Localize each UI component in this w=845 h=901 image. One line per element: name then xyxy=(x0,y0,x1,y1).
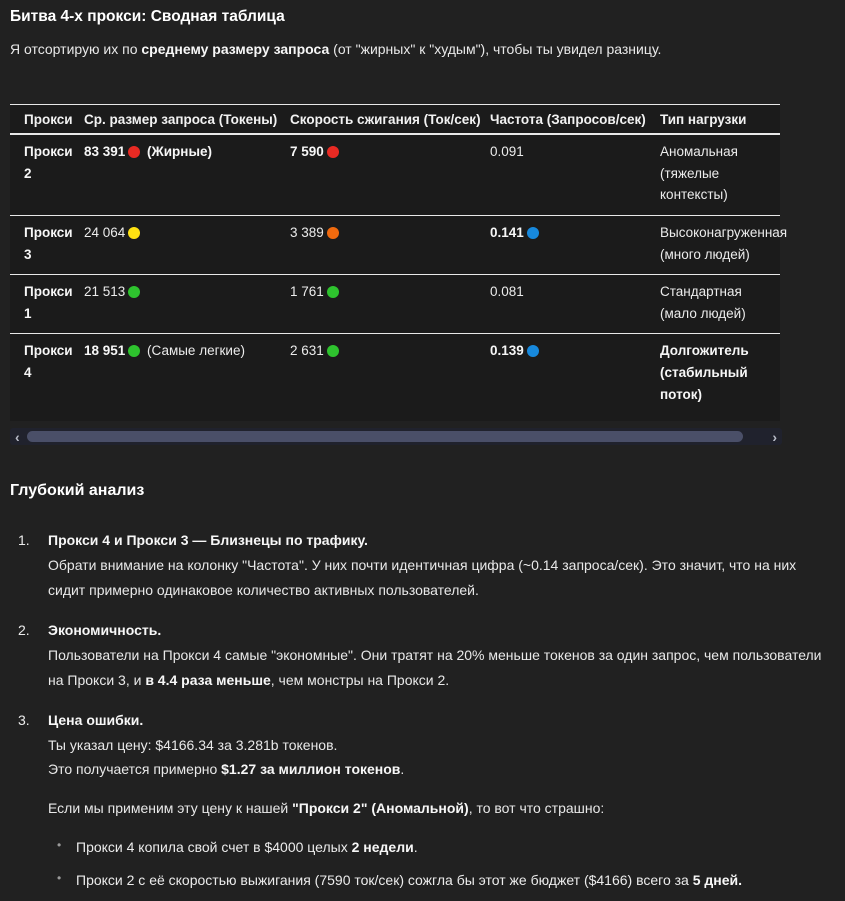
analysis-paragraph xyxy=(48,796,835,821)
text-segment: Ты указал цену: $4166.34 за 3.281b токенов. xyxy=(48,736,338,753)
text-segment: 1 761 xyxy=(290,284,324,300)
text-segment: Прокси 4 xyxy=(24,343,73,381)
text-segment: Высоконагруженная (много людей) xyxy=(660,225,788,262)
analysis-list xyxy=(10,528,835,901)
table-cell xyxy=(490,216,660,275)
text-segment: Аномальная (тяжелые контексты) xyxy=(660,144,738,203)
text-segment: Прокси 3 xyxy=(24,225,73,262)
table-body xyxy=(10,134,788,421)
text-segment: (от "жирных" к "худым"), чтобы ты увидел разницу. xyxy=(329,41,662,57)
text-segment: "Прокси 2" (Аномальной) xyxy=(292,800,469,817)
text-segment: 3 389 xyxy=(290,225,324,241)
analysis-paragraph xyxy=(48,643,835,693)
table-cell xyxy=(10,134,84,215)
analysis-item xyxy=(10,708,835,901)
text-segment: 18 951 xyxy=(84,343,126,359)
table-row xyxy=(10,334,780,421)
text-segment: Пользователи на Прокси 4 самые "экономные". Они тратят на 20% меньше токенов за один запрос, чем пользователи на Прокси 3, и xyxy=(48,646,822,688)
column-header: Ср. размер запроса (Токены) xyxy=(84,105,290,135)
text-segment: 2 631 xyxy=(290,343,324,359)
intro-text xyxy=(10,39,835,59)
table-cell xyxy=(84,275,290,334)
bullet-marker-icon: • xyxy=(57,871,62,886)
text-segment: . xyxy=(413,839,418,856)
page-title: Битва 4-х прокси: Сводная таблица xyxy=(10,8,285,25)
analysis-item xyxy=(10,528,835,603)
text-segment: в 4.4 раза меньше xyxy=(145,671,271,688)
analysis-item-body xyxy=(48,528,835,603)
table-row xyxy=(10,216,780,275)
bullet-text xyxy=(76,868,835,893)
bullet-item xyxy=(48,835,835,860)
table-cell xyxy=(84,134,290,215)
text-segment: Прокси 2 с её скоростью выжигания (7590 ток/сек) сожгла бы этот же бюджет ($4166) всего за xyxy=(76,872,693,889)
column-header: Частота (Запросов/сек) xyxy=(490,105,660,135)
column-header: Тип нагрузки xyxy=(660,105,780,135)
text-segment: 24 064 xyxy=(84,225,126,241)
red-circle-icon xyxy=(327,146,339,158)
text-segment: Это получается примерно xyxy=(48,761,222,778)
blue-circle-icon xyxy=(527,227,539,239)
blue-circle-icon xyxy=(527,345,539,357)
text-segment: (Жирные) xyxy=(143,144,212,160)
text-segment: , то вот что страшно: xyxy=(468,800,605,817)
proxy-table xyxy=(10,104,788,421)
yellow-circle-icon xyxy=(128,227,140,239)
table-cell xyxy=(660,275,780,334)
table-cell xyxy=(290,134,490,215)
text-segment: 83 391 xyxy=(84,144,126,160)
text-segment: . xyxy=(400,761,405,778)
scrollbar-track[interactable] xyxy=(25,431,768,442)
text-segment: 0.091 xyxy=(490,144,524,160)
list-number: 2. xyxy=(18,621,30,638)
scroll-left-icon[interactable]: ‹ xyxy=(15,428,20,445)
table-cell xyxy=(84,334,290,421)
table-cell xyxy=(10,216,84,275)
bullet-list xyxy=(48,835,835,893)
table-cell xyxy=(490,275,660,334)
analysis-paragraph xyxy=(48,757,835,782)
list-number: 1. xyxy=(18,532,30,549)
table-header-row xyxy=(10,105,780,135)
analysis-item-title: Прокси 4 и Прокси 3 — Близнецы по трафику. xyxy=(48,532,368,549)
scrollbar-thumb[interactable] xyxy=(27,431,744,442)
analysis-item xyxy=(10,618,835,693)
text-segment: Стандартная (мало людей) xyxy=(660,284,746,321)
table-cell xyxy=(660,334,780,421)
text-segment: Я отсортирую их по xyxy=(10,41,142,57)
text-segment: 7 590 xyxy=(290,144,324,160)
text-segment: 5 дней. xyxy=(692,872,743,889)
analysis-item-body xyxy=(48,618,835,693)
text-segment: 0.081 xyxy=(490,284,524,300)
table-cell xyxy=(10,334,84,421)
table-cell xyxy=(290,334,490,421)
text-segment: Долгожитель (стабильный поток) xyxy=(660,343,749,402)
analysis-paragraph xyxy=(48,553,835,603)
text-segment: 2 недели xyxy=(351,839,414,856)
table-cell xyxy=(10,275,84,334)
text-segment: $1.27 за миллион токенов xyxy=(221,761,401,778)
analysis-item-body xyxy=(48,708,835,901)
table-cell xyxy=(490,134,660,215)
green-circle-icon xyxy=(128,345,140,357)
green-circle-icon xyxy=(128,286,140,298)
green-circle-icon xyxy=(327,286,339,298)
table-row xyxy=(10,275,780,334)
text-segment: 0.141 xyxy=(490,225,524,241)
proxy-table-container xyxy=(10,104,788,421)
green-circle-icon xyxy=(327,345,339,357)
text-segment: 0.139 xyxy=(490,343,524,359)
table-cell xyxy=(490,334,660,421)
text-segment: Если мы применим эту цену к нашей xyxy=(48,800,293,817)
bullet-text xyxy=(76,835,835,860)
column-header: Прокси xyxy=(10,105,84,135)
analysis-item-title: Цена ошибки. xyxy=(48,711,144,728)
scroll-right-icon[interactable]: › xyxy=(772,428,777,445)
analysis-heading: Глубокий анализ xyxy=(10,482,145,500)
analysis-item-title: Экономичность. xyxy=(48,621,162,638)
text-segment: Прокси 4 копила свой счет в $4000 целых xyxy=(76,839,352,856)
table-cell xyxy=(290,216,490,275)
text-segment: Обрати внимание на колонку "Частота". У них почти идентичная цифра (~0.14 запроса/сек). Это значит, что на них сидит примерно одинаковое количество активных пользователей. xyxy=(48,557,797,599)
bullet-marker-icon: • xyxy=(57,838,62,853)
text-segment: (Самые легкие) xyxy=(143,343,245,359)
table-cell xyxy=(660,134,780,215)
text-segment: , чем монстры на Прокси 2. xyxy=(270,671,450,688)
text-segment: Прокси 1 xyxy=(24,284,73,321)
column-header: Скорость сжигания (Ток/сек) xyxy=(290,105,490,135)
table-cell xyxy=(290,275,490,334)
red-circle-icon xyxy=(128,146,140,158)
table-cell xyxy=(660,216,788,275)
text-segment: 21 513 xyxy=(84,284,126,300)
orange-circle-icon xyxy=(327,227,339,239)
horizontal-scrollbar[interactable] xyxy=(10,428,782,445)
analysis-paragraph xyxy=(48,733,835,758)
bullet-item xyxy=(48,868,835,893)
text-segment: среднему размеру запроса xyxy=(141,41,330,57)
table-cell xyxy=(84,216,290,275)
list-number: 3. xyxy=(18,711,30,728)
text-segment: Прокси 2 xyxy=(24,144,73,181)
table-row xyxy=(10,134,780,215)
